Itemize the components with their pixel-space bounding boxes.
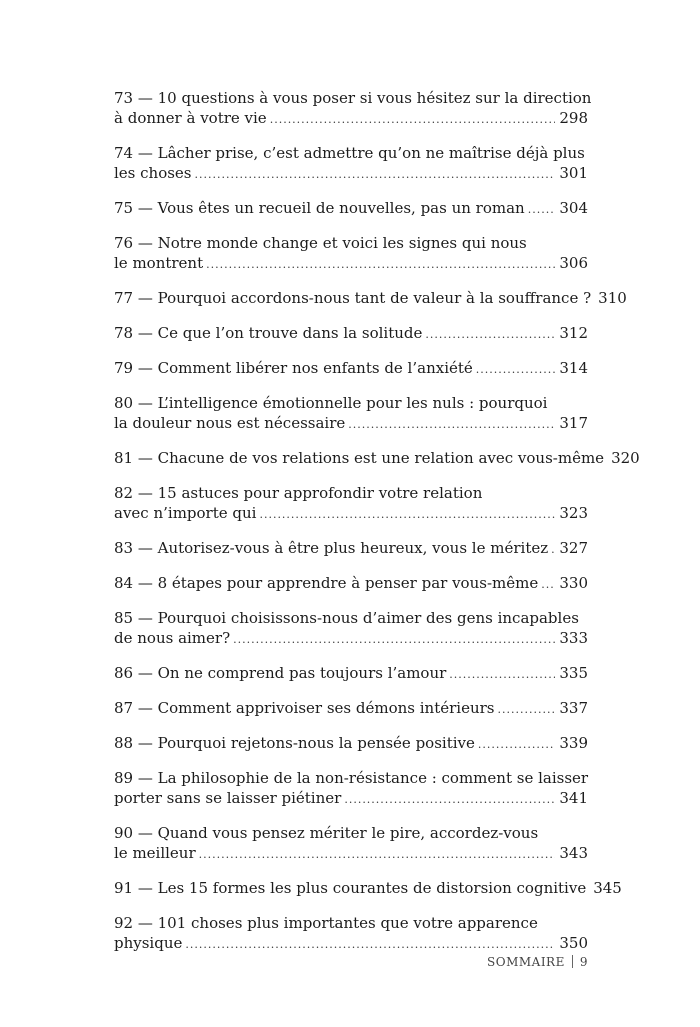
toc-entry-last-line — [114, 163, 588, 185]
dot-leader — [259, 505, 555, 525]
dot-leader — [206, 255, 555, 275]
toc-entry-title: 79 — Comment libérer nos enfants de l’anxiété — [114, 359, 473, 377]
toc-entry-last-line — [114, 788, 588, 810]
toc-entry-76[interactable] — [114, 233, 588, 275]
toc-page-number: 350 — [559, 934, 588, 952]
toc-page-number: 320 — [611, 449, 640, 467]
toc-entry-last-line — [114, 198, 588, 220]
toc-entry-89[interactable] — [114, 768, 588, 810]
toc-page-number: 317 — [559, 414, 588, 432]
dot-leader — [270, 110, 556, 130]
dot-leader — [478, 735, 555, 755]
toc-entry-title: 88 — Pourquoi rejetons-nous la pensée positive — [114, 734, 475, 752]
toc-entry-title: les choses — [114, 164, 192, 182]
toc-entry-88[interactable] — [114, 733, 588, 755]
toc-page-number: 314 — [559, 359, 588, 377]
toc-entry-title: avec n’importe qui — [114, 504, 257, 522]
toc-page-number: 337 — [559, 699, 588, 717]
footer-divider — [572, 955, 573, 968]
toc-entry-last-line — [114, 503, 588, 525]
dot-leader — [185, 935, 555, 955]
dot-leader — [344, 790, 555, 810]
toc-entry-title-line: 92 — 101 choses plus importantes que votre apparence — [114, 914, 538, 932]
dot-leader — [528, 200, 556, 220]
toc-entry-83[interactable] — [114, 538, 588, 560]
toc-entry-last-line — [114, 733, 588, 755]
toc-entry-last-line — [114, 108, 588, 130]
dot-leader — [425, 325, 555, 345]
toc-entry-78[interactable] — [114, 323, 588, 345]
toc-page-number: 323 — [559, 504, 588, 522]
toc-entry-74[interactable] — [114, 143, 588, 185]
toc-entry-80[interactable] — [114, 393, 588, 435]
toc-entry-title: 78 — Ce que l’on trouve dans la solitude — [114, 324, 423, 342]
dot-leader — [551, 540, 555, 560]
toc-page-number: 339 — [559, 734, 588, 752]
toc-entry-title: 77 — Pourquoi accordons-nous tant de valeur à la souffrance ? — [114, 289, 592, 307]
toc-entry-title: à donner à votre vie — [114, 109, 267, 127]
toc-entry-92[interactable] — [114, 913, 588, 955]
dot-leader — [541, 575, 555, 595]
toc-page-number: 312 — [559, 324, 588, 342]
toc-entry-last-line — [114, 663, 588, 685]
toc-entry-last-line — [114, 253, 588, 275]
toc-page-number: 310 — [598, 289, 627, 307]
toc-entry-title-line: 90 — Quand vous pensez mériter le pire, accordez-vous — [114, 824, 539, 842]
toc-page-number: 330 — [559, 574, 588, 592]
toc-entry-last-line — [114, 698, 588, 720]
toc-entry-title-line: 80 — L’intelligence émotionnelle pour les nuls : pourquoi — [114, 394, 548, 412]
toc-page-number: 306 — [559, 254, 588, 272]
toc-entry-77[interactable] — [114, 288, 627, 310]
toc-entry-title-line: 85 — Pourquoi choisissons-nous d’aimer des gens incapables — [114, 609, 579, 627]
toc-entry-title-line: 74 — Lâcher prise, c’est admettre qu’on ne maîtrise déjà plus — [114, 144, 585, 162]
toc-entry-last-line — [114, 933, 588, 955]
toc-page-number: 345 — [593, 879, 622, 897]
toc-entry-last-line — [114, 843, 588, 865]
toc-entry-82[interactable] — [114, 483, 588, 525]
toc-entry-last-line — [114, 288, 627, 310]
toc-entry-title-line: 82 — 15 astuces pour approfondir votre relation — [114, 484, 483, 502]
table-of-contents — [114, 88, 640, 968]
toc-entry-title: le montrent — [114, 254, 204, 272]
toc-entry-title-line: 89 — La philosophie de la non-résistance : comment se laisser — [114, 769, 589, 787]
dot-leader — [449, 665, 555, 685]
toc-entry-81[interactable] — [114, 448, 640, 470]
toc-entry-90[interactable] — [114, 823, 588, 865]
toc-entry-title: de nous aimer? — [114, 629, 231, 647]
toc-entry-title-line: 76 — Notre monde change et voici les signes qui nous — [114, 234, 527, 252]
dot-leader — [348, 415, 555, 435]
toc-entry-title: 81 — Chacune de vos relations est une relation avec vous-même — [114, 449, 605, 467]
toc-entry-title: physique — [114, 934, 183, 952]
running-header-section: SOMMAIRE — [487, 955, 565, 969]
toc-entry-last-line — [114, 628, 588, 650]
dot-leader — [233, 630, 555, 650]
toc-page-number: 301 — [559, 164, 588, 182]
toc-entry-85[interactable] — [114, 608, 588, 650]
toc-entry-title: 84 — 8 étapes pour apprendre à penser par vous-même — [114, 574, 539, 592]
toc-page-number: 327 — [559, 539, 588, 557]
dot-leader — [497, 700, 555, 720]
toc-page-number: 335 — [559, 664, 588, 682]
toc-entry-last-line — [114, 448, 640, 470]
toc-entry-79[interactable] — [114, 358, 588, 380]
toc-entry-last-line — [114, 358, 588, 380]
toc-entry-title: 83 — Autorisez-vous à être plus heureux, vous le méritez — [114, 539, 549, 557]
toc-entry-title: 91 — Les 15 formes les plus courantes de distorsion cognitive — [114, 879, 587, 897]
toc-entry-73[interactable] — [114, 88, 592, 130]
dot-leader — [199, 845, 556, 865]
toc-entry-last-line — [114, 323, 588, 345]
toc-page-number: 298 — [559, 109, 588, 127]
toc-entry-last-line — [114, 573, 588, 595]
toc-entry-last-line — [114, 538, 588, 560]
toc-entry-last-line — [114, 413, 588, 435]
toc-entry-title-line: 73 — 10 questions à vous poser si vous hésitez sur la direction — [114, 89, 592, 107]
toc-entry-title: 75 — Vous êtes un recueil de nouvelles, pas un roman — [114, 199, 525, 217]
toc-entry-title: porter sans se laisser piétiner — [114, 789, 342, 807]
toc-entry-91[interactable] — [114, 878, 622, 900]
dot-leader — [476, 360, 556, 380]
toc-page-number: 341 — [559, 789, 588, 807]
toc-entry-title: la douleur nous est nécessaire — [114, 414, 346, 432]
folio-page-number: 9 — [579, 955, 588, 969]
toc-entry-86[interactable] — [114, 663, 588, 685]
toc-entry-75[interactable] — [114, 198, 588, 220]
toc-entry-title: le meilleur — [114, 844, 196, 862]
toc-entry-84[interactable] — [114, 573, 588, 595]
toc-page-number: 304 — [559, 199, 588, 217]
page-footer — [487, 955, 588, 969]
dot-leader — [195, 165, 556, 185]
toc-entry-last-line — [114, 878, 622, 900]
toc-entry-title: 86 — On ne comprend pas toujours l’amour — [114, 664, 447, 682]
toc-entry-87[interactable] — [114, 698, 588, 720]
toc-entry-title: 87 — Comment apprivoiser ses démons intérieurs — [114, 699, 495, 717]
toc-page-number: 333 — [559, 629, 588, 647]
toc-page-number: 343 — [559, 844, 588, 862]
